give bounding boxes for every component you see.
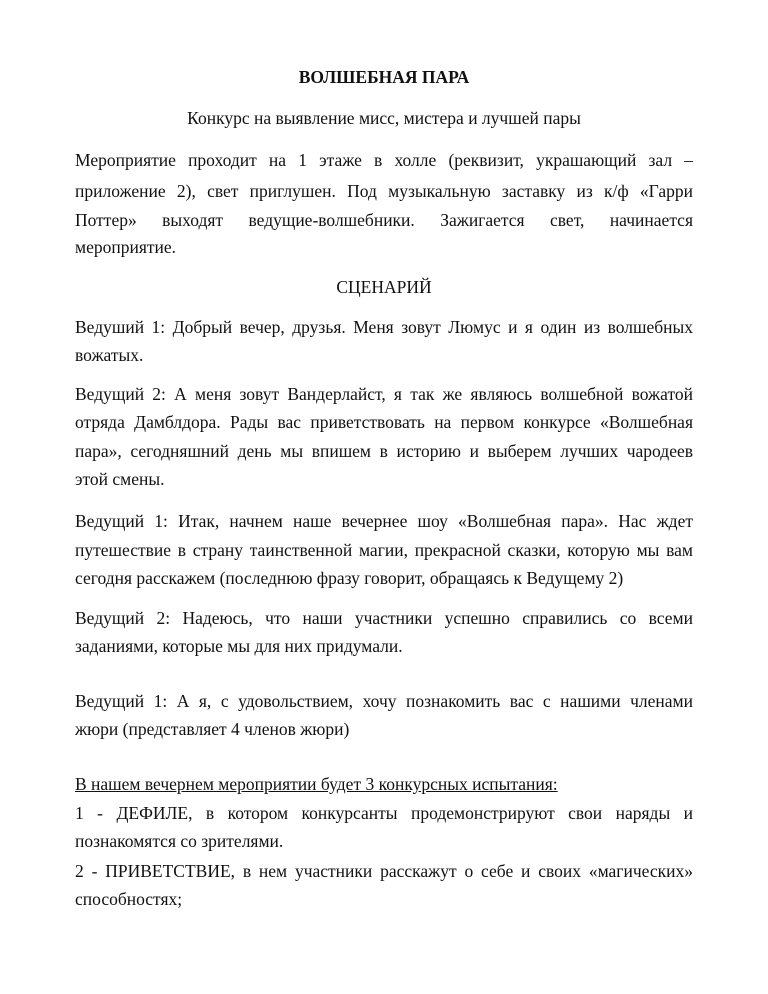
list-item-line: 1 - ДЕФИЛЕ, в котором конкурсанты продемонстрируют свои наряды и	[75, 803, 693, 823]
intro-line: мероприятие.	[75, 237, 177, 257]
paragraph-line: вожатых.	[75, 345, 144, 365]
paragraph-line: пара», сегодняшний день мы впишем в историю и выберем лучших чародеев	[75, 441, 693, 461]
paragraph-line: этой смены.	[75, 469, 165, 489]
paragraph-line: Ведуший 1: Добрый вечер, друзья. Меня зовут Люмус и я один из волшебных	[75, 317, 693, 337]
paragraph-line: Ведущий 2: Надеюсь, что наши участники успешно справились со всеми	[75, 608, 693, 628]
document-title: ВОЛШЕБНАЯ ПАРА	[298, 67, 470, 87]
paragraph-line: путешествие в страну таинственной магии, прекрасной сказки, которую мы вам	[75, 540, 693, 560]
intro-line: Поттер» выходят ведущие-волшебники. Зажигается свет, начинается	[75, 210, 693, 230]
paragraph-line: отряда Дамблдора. Рады вас приветствовать на первом конкурсе «Волшебная	[75, 412, 693, 432]
intro-line: приложение 2), свет приглушен. Под музыкальную заставку из к/ф «Гарри	[75, 181, 693, 201]
paragraph-line: жюри (представляет 4 членов жюри)	[75, 719, 350, 739]
list-item-line: познакомятся со зрителями.	[75, 831, 284, 851]
contests-heading: В нашем вечернем мероприятии будет 3 конкурсных испытания:	[75, 774, 558, 794]
list-item-line: 2 - ПРИВЕТСТВИЕ, в нем участники расскажут о себе и своих «магических»	[75, 861, 693, 881]
paragraph-line: заданиями, которые мы для них придумали.	[75, 636, 403, 656]
paragraph-line: сегодня расскажем (последнюю фразу говорит, обращаясь к Ведущему 2)	[75, 568, 624, 588]
intro-line: Мероприятие проходит на 1 этаже в холле (реквизит, украшающий зал –	[75, 150, 693, 170]
list-item-line: способностях;	[75, 889, 183, 909]
paragraph-line: Ведущий 2: А меня зовут Вандерлайст, я так же являюсь волшебной вожатой	[75, 384, 693, 404]
scenario-heading: СЦЕНАРИЙ	[336, 277, 432, 297]
paragraph-line: Ведущий 1: А я, с удовольствием, хочу познакомить вас с нашими членами	[75, 691, 693, 711]
document-subtitle: Конкурс на выявление мисс, мистера и лучшей пары	[187, 108, 581, 128]
paragraph-line: Ведущий 1: Итак, начнем наше вечернее шоу «Волшебная пара». Нас ждет	[75, 511, 693, 531]
